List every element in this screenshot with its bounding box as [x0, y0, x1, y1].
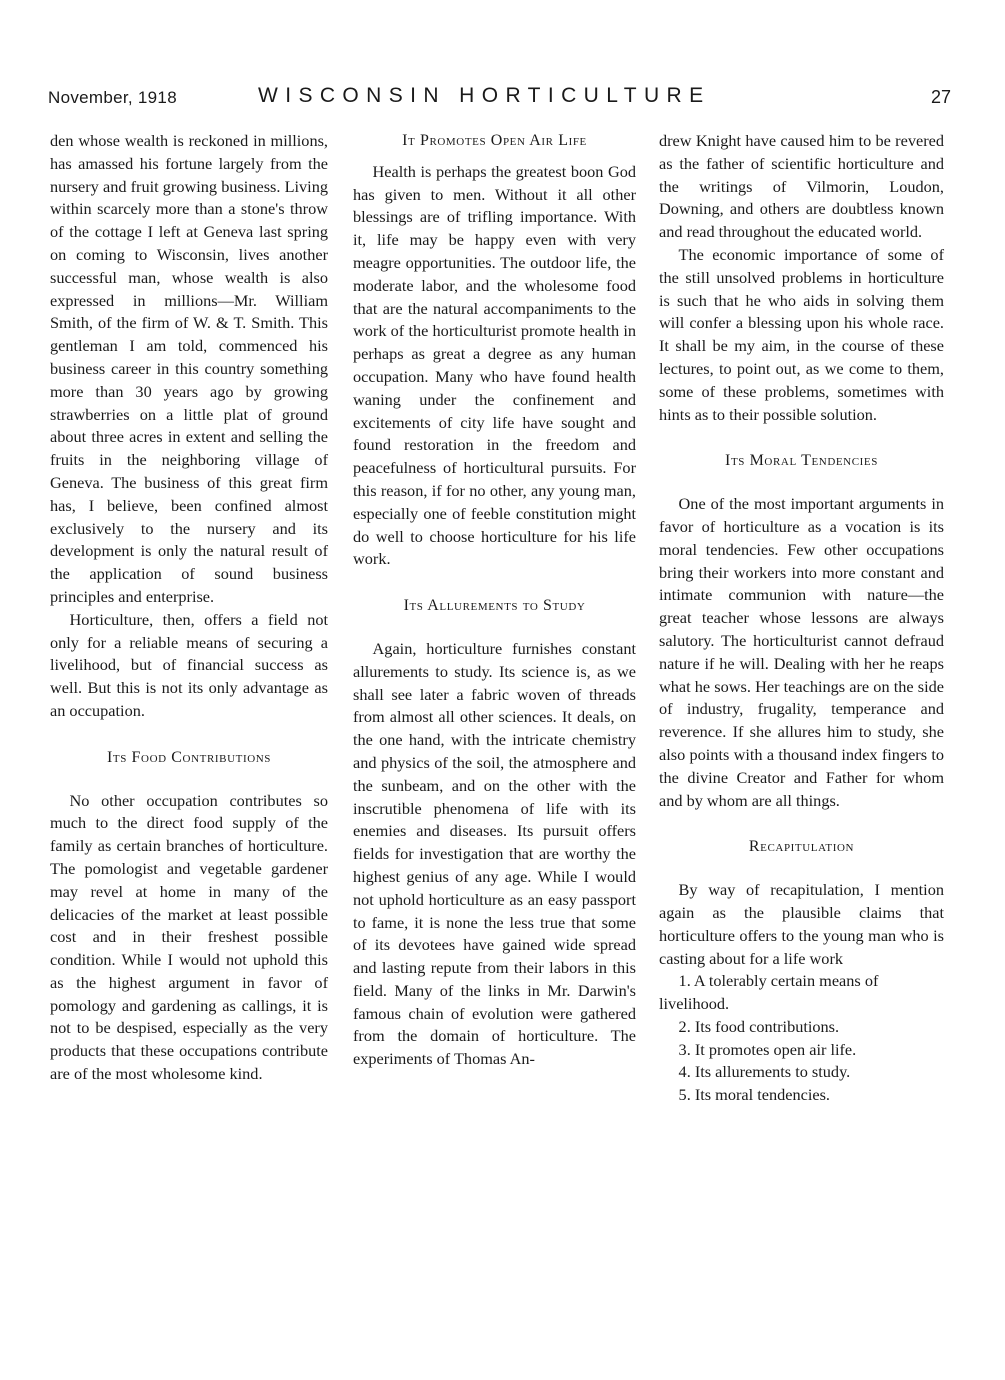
list-item: 2. Its food contributions.: [678, 1016, 840, 1036]
column-2: [353, 130, 636, 1071]
list-item: 3. It promotes open air life.: [678, 1039, 857, 1059]
paragraph: den whose wealth is reckoned in millions, has amassed his fortune largely from the nursery and fruit growing business. Living within scarcely more than a stone's throw of the cottage I left at Geneva last spring on coming to Wisconsin, lives another successful man, whose wealth is also expressed in millions—Mr. William Smith, of the firm of W. & T. Smith. This gentleman I am told, commenced his business career in this country something more than 30 years ago by growing strawberries on a little plat of ground about three acres in extent and selling the fruits in the neighboring village of Geneva. The business of this great firm has, I believe, been confined almost exclusively to the nursery and its development is only the natural result of the application of sound business principles and enterprise.: [50, 131, 328, 606]
list-item: 5. Its moral tendencies.: [678, 1085, 831, 1105]
column-3: [659, 130, 944, 1107]
paragraph: Horticulture, then, offers a field not only for a reliable means of securing a livelihood, but of financial success as well. But this is not its only advantage as an occupation.: [50, 609, 328, 720]
page-header: [48, 84, 953, 114]
paragraph: drew Knight have caused him to be revered as the father of scientific horticulture and the writings of Vilmorin, Loudon, Downing, and others are doubtless known and read throughout the educated world.: [659, 131, 944, 242]
journal-title: WISCONSIN HORTICULTURE: [258, 84, 711, 107]
paragraph: Health is perhaps the greatest boon God has given to men. Without it all other blessings are of trifling importance. With it, life may be happy even with very meagre opportunities. The outdoor life, the moderate labor, and the wholesome food that are the natural accompaniments to the work of the horticulturist promote health in perhaps as great a degree as any human occupation. Many who have found health waning under the confinement and excitements of city life have sought and found restoration in the freedom and peacefulness of horticultural pursuits. For this reason, if for no other, any young man, especially one of feeble constitution might do well to choose horticulture for his life work.: [353, 161, 636, 569]
section-heading-moral-tendencies: Its Moral Tendencies: [725, 452, 878, 470]
list-item: 4. Its allurements to study.: [678, 1062, 851, 1082]
paragraph: By way of recapitulation, I mention again as the plausible claims that horticulture offers to the young man who is casting about for a life work: [659, 880, 944, 968]
paragraph: Again, horticulture furnishes constant allurements to study. Its science is, as we shall see later a fabric woven of threads from almost all other sciences. It deals, on the one hand, with the intricate chemistry and physics of the soil, the atmosphere and the sunbeam, and on the other with the inscrutible phenomena of life with its enemies and diseases. Its pursuit offers fields for investigation that are worthy the highest genius of any age. While I would not uphold horticulture as an easy passport to fame, it is none the less true that some of its devotees have gained wide spread and lasting repute from their labors in this field. Many of the links in Mr. Darwin's famous chain of evolution were gathered from the domain of horticulture. The experiments of Thomas An-: [353, 638, 636, 1069]
paragraph: The economic importance of some of the still unsolved problems in horticulture is such that he who aids in solving them will confer a blessing upon his whole race. It shall be my aim, in the course of these lectures, to point out, as we come to them, some of these problems, sometimes with hints as to their possible solution.: [659, 244, 944, 424]
paragraph: One of the most important arguments in favor of horticulture as a vocation is its moral tendencies. Few other occupations bring their workers into more constant and intimate communion with nature—the great teacher whose lessons are always salutory. The horticulturist cannot defraud nature if he will. Dealing with her he reaps what he sows. Her teachings are on the side of industry, frugality, temperance and reverence. If she allures him to study, she also points with a thousand index fingers to the divine Creator and Father for whom and by whom are all things.: [659, 494, 944, 810]
paragraph: No other occupation contributes so much to the direct food supply of the family as certain branches of horticulture. The pomologist and vegetable gardener may revel at home in many of the delicacies of the market at least possible cost and in their freshest possible condition. While I would not uphold this as the highest argument in favor of pomology and gardening as callings, it is not to be despised, especially as the very products that these occupations contribute are of the most wholesome kind.: [50, 790, 328, 1084]
page-number: 27: [930, 87, 951, 107]
section-heading-open-air-life: It Promotes Open Air Life: [402, 132, 587, 149]
column-1: [50, 130, 328, 1086]
recapitulation-list: [659, 970, 944, 1107]
issue-date: November, 1918: [48, 88, 177, 107]
section-heading-allurements: Its Allurements to Study: [403, 597, 586, 615]
section-heading-recapitulation: Recapitulation: [748, 838, 855, 856]
section-heading-food-contributions: Its Food Contributions: [106, 748, 272, 766]
list-item: 1. A tolerably certain means of livelihood.: [659, 971, 879, 1014]
